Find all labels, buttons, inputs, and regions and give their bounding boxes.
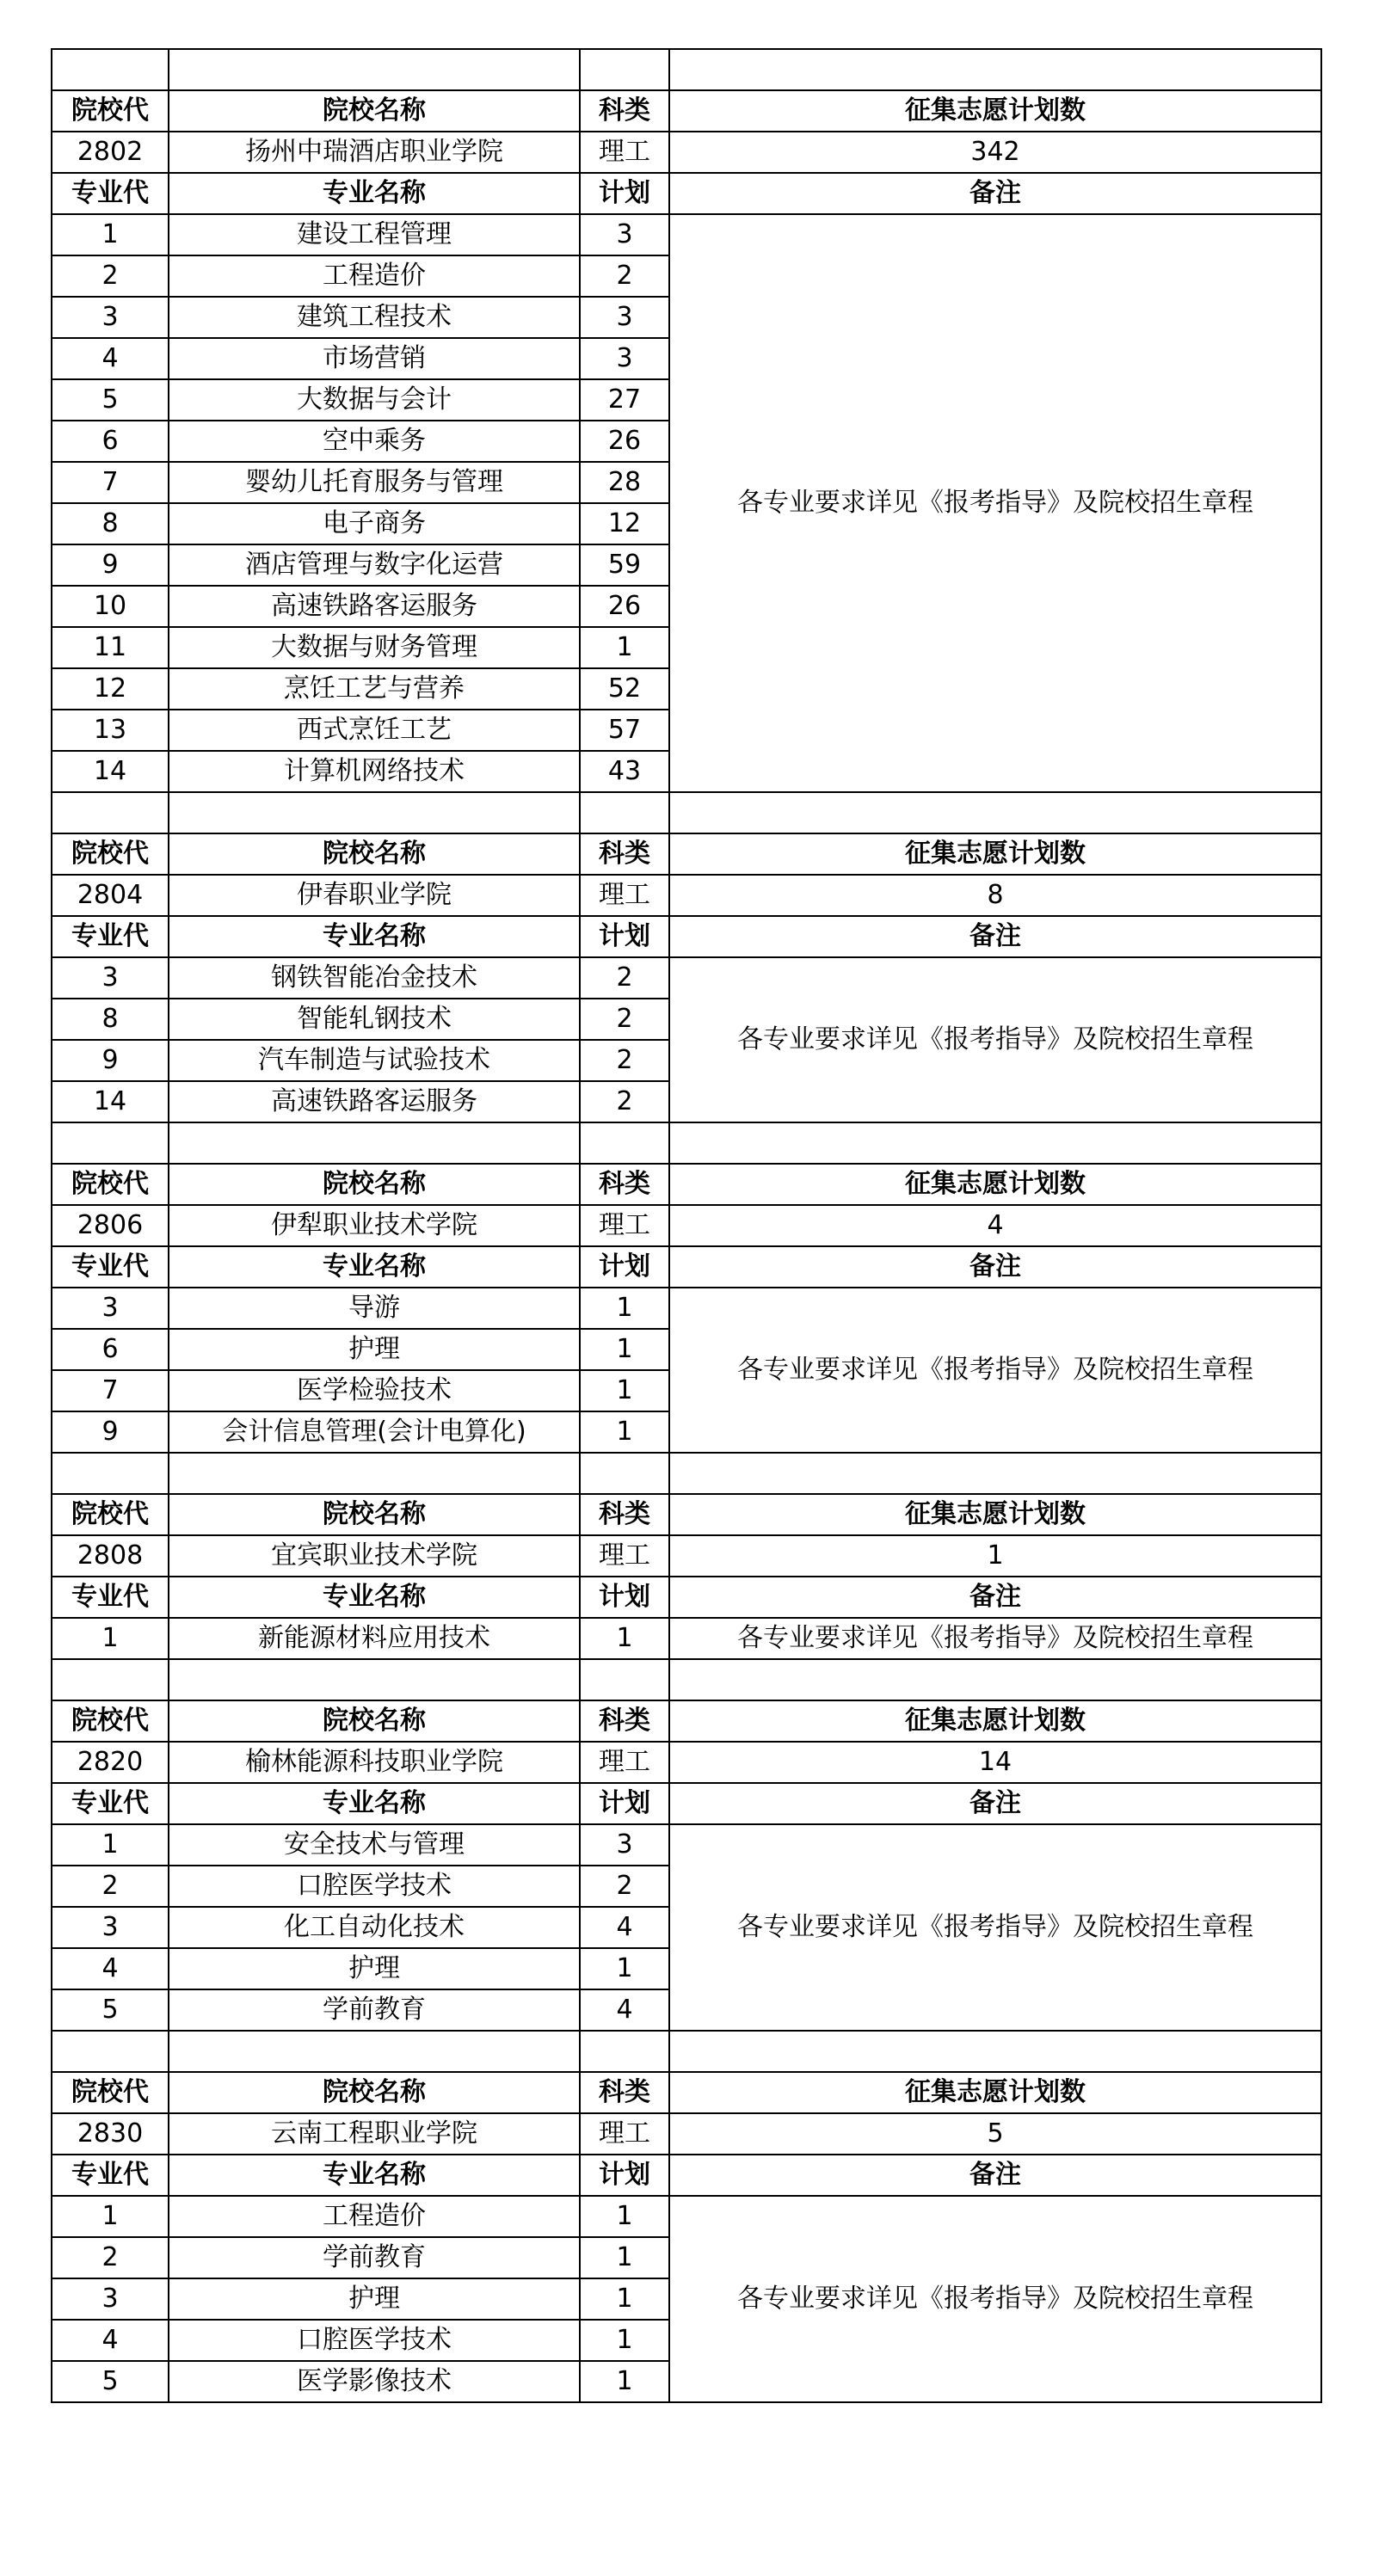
- major-code: 8: [52, 503, 169, 544]
- school-code: 2802: [52, 132, 169, 173]
- major-code: 2: [52, 255, 169, 297]
- school-category: 理工: [580, 1742, 669, 1783]
- major-name: 护理: [169, 1948, 580, 1989]
- major-plan: 1: [580, 2361, 669, 2402]
- major-name: 护理: [169, 1329, 580, 1370]
- major-name: 医学影像技术: [169, 2361, 580, 2402]
- major-name: 工程造价: [169, 255, 580, 297]
- major-name: 口腔医学技术: [169, 1866, 580, 1907]
- school-row: [52, 1742, 1321, 1783]
- major-plan: 3: [580, 338, 669, 379]
- remark-cell: 各专业要求详见《报考指导》及院校招生章程: [669, 1288, 1321, 1453]
- empty-cell: [580, 1453, 669, 1494]
- empty-cell: [669, 1122, 1321, 1164]
- major-code: 11: [52, 627, 169, 668]
- school-name: 宜宾职业技术学院: [169, 1535, 580, 1577]
- major-code: 1: [52, 2196, 169, 2237]
- major-plan: 59: [580, 544, 669, 586]
- major-code: 5: [52, 379, 169, 421]
- school-category: 理工: [580, 1535, 669, 1577]
- school-category: 理工: [580, 2113, 669, 2155]
- empty-cell: [169, 1122, 580, 1164]
- empty-cell: [52, 1453, 169, 1494]
- major-code: 14: [52, 751, 169, 792]
- major-name: 化工自动化技术: [169, 1907, 580, 1948]
- major-code: 10: [52, 586, 169, 627]
- major-plan: 3: [580, 297, 669, 338]
- enrollment-plan-table: [51, 48, 1322, 2403]
- major-name: 口腔医学技术: [169, 2320, 580, 2361]
- school-header-row: [52, 1164, 1321, 1205]
- major-plan: 43: [580, 751, 669, 792]
- major-code: 5: [52, 1989, 169, 2031]
- major-code: 4: [52, 2320, 169, 2361]
- school-code: 2820: [52, 1742, 169, 1783]
- empty-cell: [52, 792, 169, 833]
- remark-header: 备注: [669, 1577, 1321, 1618]
- school-row: [52, 132, 1321, 173]
- remark-header: 备注: [669, 1246, 1321, 1288]
- remark-cell: 各专业要求详见《报考指导》及院校招生章程: [669, 957, 1321, 1122]
- empty-cell: [669, 1453, 1321, 1494]
- major-name-header: 专业名称: [169, 916, 580, 957]
- category-header: 科类: [580, 833, 669, 875]
- major-code-header: 专业代: [52, 1783, 169, 1824]
- category-header: 科类: [580, 1494, 669, 1535]
- major-plan: 12: [580, 503, 669, 544]
- school-header-row: [52, 833, 1321, 875]
- category-header: 科类: [580, 90, 669, 132]
- major-code: 6: [52, 421, 169, 462]
- major-code: 9: [52, 1040, 169, 1081]
- school-plan-total: 14: [669, 1742, 1321, 1783]
- major-row: [52, 957, 1321, 999]
- major-name-header: 专业名称: [169, 2155, 580, 2196]
- major-plan: 1: [580, 2320, 669, 2361]
- major-name: 新能源材料应用技术: [169, 1618, 580, 1659]
- major-name: 学前教育: [169, 1989, 580, 2031]
- major-name: 医学检验技术: [169, 1370, 580, 1411]
- major-code: 2: [52, 1866, 169, 1907]
- major-code: 4: [52, 338, 169, 379]
- remark-header: 备注: [669, 2155, 1321, 2196]
- major-plan: 3: [580, 1824, 669, 1866]
- school-row: [52, 2113, 1321, 2155]
- major-name-header: 专业名称: [169, 1783, 580, 1824]
- major-name: 安全技术与管理: [169, 1824, 580, 1866]
- major-name: 大数据与财务管理: [169, 627, 580, 668]
- major-name: 高速铁路客运服务: [169, 586, 580, 627]
- spacer-row: [52, 49, 1321, 90]
- school-code: 2830: [52, 2113, 169, 2155]
- empty-cell: [52, 49, 169, 90]
- major-name-header: 专业名称: [169, 1577, 580, 1618]
- empty-cell: [52, 2031, 169, 2072]
- remark-cell: 各专业要求详见《报考指导》及院校招生章程: [669, 1824, 1321, 2031]
- major-code: 3: [52, 297, 169, 338]
- major-name: 电子商务: [169, 503, 580, 544]
- school-code-header: 院校代: [52, 1494, 169, 1535]
- spacer-row: [52, 1659, 1321, 1700]
- major-plan: 2: [580, 1040, 669, 1081]
- major-plan: 4: [580, 1907, 669, 1948]
- empty-cell: [669, 792, 1321, 833]
- school-header-row: [52, 2072, 1321, 2113]
- major-code-header: 专业代: [52, 173, 169, 214]
- major-code: 3: [52, 1288, 169, 1329]
- major-name-header: 专业名称: [169, 173, 580, 214]
- remark-header: 备注: [669, 173, 1321, 214]
- major-plan: 1: [580, 1411, 669, 1453]
- major-header-row: [52, 1577, 1321, 1618]
- empty-cell: [580, 49, 669, 90]
- major-row: [52, 1288, 1321, 1329]
- school-name-header: 院校名称: [169, 1164, 580, 1205]
- major-code: 1: [52, 214, 169, 255]
- major-code: 14: [52, 1081, 169, 1122]
- empty-cell: [52, 1659, 169, 1700]
- school-code: 2804: [52, 875, 169, 916]
- major-name: 会计信息管理(会计电算化): [169, 1411, 580, 1453]
- major-plan: 26: [580, 421, 669, 462]
- major-header-row: [52, 916, 1321, 957]
- school-name: 榆林能源科技职业学院: [169, 1742, 580, 1783]
- category-header: 科类: [580, 1700, 669, 1742]
- major-header-row: [52, 173, 1321, 214]
- major-name: 建筑工程技术: [169, 297, 580, 338]
- major-plan: 1: [580, 1948, 669, 1989]
- empty-cell: [169, 792, 580, 833]
- major-name: 市场营销: [169, 338, 580, 379]
- empty-cell: [580, 792, 669, 833]
- major-code: 1: [52, 1824, 169, 1866]
- major-plan: 4: [580, 1989, 669, 2031]
- plan-total-header: 征集志愿计划数: [669, 1494, 1321, 1535]
- major-row: [52, 1824, 1321, 1866]
- major-plan: 1: [580, 2237, 669, 2278]
- major-name: 烹饪工艺与营养: [169, 668, 580, 710]
- major-code: 4: [52, 1948, 169, 1989]
- category-header: 科类: [580, 2072, 669, 2113]
- spacer-row: [52, 1122, 1321, 1164]
- major-code-header: 专业代: [52, 916, 169, 957]
- spacer-row: [52, 2031, 1321, 2072]
- school-plan-total: 4: [669, 1205, 1321, 1246]
- major-plan: 57: [580, 710, 669, 751]
- empty-cell: [669, 49, 1321, 90]
- major-plan: 2: [580, 957, 669, 999]
- plan-header: 计划: [580, 2155, 669, 2196]
- major-name: 护理: [169, 2278, 580, 2320]
- major-header-row: [52, 1246, 1321, 1288]
- major-code: 9: [52, 544, 169, 586]
- plan-total-header: 征集志愿计划数: [669, 1700, 1321, 1742]
- major-code: 7: [52, 1370, 169, 1411]
- major-code: 2: [52, 2237, 169, 2278]
- major-name-header: 专业名称: [169, 1246, 580, 1288]
- major-header-row: [52, 2155, 1321, 2196]
- major-name: 建设工程管理: [169, 214, 580, 255]
- empty-cell: [669, 1659, 1321, 1700]
- empty-cell: [669, 2031, 1321, 2072]
- empty-cell: [169, 2031, 580, 2072]
- spacer-row: [52, 1453, 1321, 1494]
- major-name: 大数据与会计: [169, 379, 580, 421]
- major-plan: 1: [580, 1370, 669, 1411]
- major-plan: 27: [580, 379, 669, 421]
- school-category: 理工: [580, 875, 669, 916]
- major-code-header: 专业代: [52, 1246, 169, 1288]
- school-code: 2806: [52, 1205, 169, 1246]
- plan-header: 计划: [580, 1246, 669, 1288]
- plan-header: 计划: [580, 1783, 669, 1824]
- major-code-header: 专业代: [52, 2155, 169, 2196]
- school-name-header: 院校名称: [169, 833, 580, 875]
- major-row: [52, 214, 1321, 255]
- major-plan: 1: [580, 627, 669, 668]
- major-code: 3: [52, 957, 169, 999]
- major-plan: 1: [580, 1288, 669, 1329]
- major-name: 智能轧钢技术: [169, 999, 580, 1040]
- empty-cell: [580, 1659, 669, 1700]
- school-category: 理工: [580, 132, 669, 173]
- school-header-row: [52, 1700, 1321, 1742]
- major-name: 高速铁路客运服务: [169, 1081, 580, 1122]
- school-row: [52, 1535, 1321, 1577]
- major-code: 12: [52, 668, 169, 710]
- major-code: 13: [52, 710, 169, 751]
- major-plan: 1: [580, 2196, 669, 2237]
- school-name-header: 院校名称: [169, 90, 580, 132]
- major-row: [52, 2196, 1321, 2237]
- empty-cell: [169, 1659, 580, 1700]
- major-name: 学前教育: [169, 2237, 580, 2278]
- school-name: 扬州中瑞酒店职业学院: [169, 132, 580, 173]
- category-header: 科类: [580, 1164, 669, 1205]
- plan-header: 计划: [580, 173, 669, 214]
- school-category: 理工: [580, 1205, 669, 1246]
- major-plan: 52: [580, 668, 669, 710]
- plan-header: 计划: [580, 1577, 669, 1618]
- plan-total-header: 征集志愿计划数: [669, 833, 1321, 875]
- school-name: 云南工程职业学院: [169, 2113, 580, 2155]
- plan-total-header: 征集志愿计划数: [669, 90, 1321, 132]
- plan-total-header: 征集志愿计划数: [669, 2072, 1321, 2113]
- school-row: [52, 1205, 1321, 1246]
- school-name-header: 院校名称: [169, 2072, 580, 2113]
- major-name: 导游: [169, 1288, 580, 1329]
- school-plan-total: 8: [669, 875, 1321, 916]
- major-plan: 1: [580, 1618, 669, 1659]
- school-row: [52, 875, 1321, 916]
- school-code-header: 院校代: [52, 833, 169, 875]
- major-code-header: 专业代: [52, 1577, 169, 1618]
- school-plan-total: 1: [669, 1535, 1321, 1577]
- school-code-header: 院校代: [52, 1164, 169, 1205]
- major-plan: 28: [580, 462, 669, 503]
- major-code: 3: [52, 1907, 169, 1948]
- major-plan: 3: [580, 214, 669, 255]
- major-code: 1: [52, 1618, 169, 1659]
- school-name-header: 院校名称: [169, 1700, 580, 1742]
- major-header-row: [52, 1783, 1321, 1824]
- major-plan: 1: [580, 2278, 669, 2320]
- major-plan: 2: [580, 1081, 669, 1122]
- major-code: 8: [52, 999, 169, 1040]
- major-code: 6: [52, 1329, 169, 1370]
- major-code: 7: [52, 462, 169, 503]
- plan-header: 计划: [580, 916, 669, 957]
- major-plan: 2: [580, 255, 669, 297]
- spacer-row: [52, 792, 1321, 833]
- plan-total-header: 征集志愿计划数: [669, 1164, 1321, 1205]
- school-name: 伊犁职业技术学院: [169, 1205, 580, 1246]
- major-row: [52, 1618, 1321, 1659]
- major-code: 3: [52, 2278, 169, 2320]
- major-plan: 2: [580, 1866, 669, 1907]
- remark-header: 备注: [669, 916, 1321, 957]
- empty-cell: [580, 2031, 669, 2072]
- school-plan-total: 5: [669, 2113, 1321, 2155]
- major-name: 计算机网络技术: [169, 751, 580, 792]
- school-name-header: 院校名称: [169, 1494, 580, 1535]
- school-name: 伊春职业学院: [169, 875, 580, 916]
- major-name: 汽车制造与试验技术: [169, 1040, 580, 1081]
- remark-cell: 各专业要求详见《报考指导》及院校招生章程: [669, 214, 1321, 792]
- major-name: 酒店管理与数字化运营: [169, 544, 580, 586]
- major-code: 5: [52, 2361, 169, 2402]
- remark-header: 备注: [669, 1783, 1321, 1824]
- school-header-row: [52, 1494, 1321, 1535]
- empty-cell: [169, 1453, 580, 1494]
- major-name: 婴幼儿托育服务与管理: [169, 462, 580, 503]
- empty-cell: [169, 49, 580, 90]
- major-plan: 26: [580, 586, 669, 627]
- major-name: 工程造价: [169, 2196, 580, 2237]
- school-plan-total: 342: [669, 132, 1321, 173]
- major-plan: 2: [580, 999, 669, 1040]
- empty-cell: [580, 1122, 669, 1164]
- school-code-header: 院校代: [52, 2072, 169, 2113]
- major-name: 空中乘务: [169, 421, 580, 462]
- remark-cell: 各专业要求详见《报考指导》及院校招生章程: [669, 2196, 1321, 2402]
- remark-cell: 各专业要求详见《报考指导》及院校招生章程: [669, 1618, 1321, 1659]
- major-plan: 1: [580, 1329, 669, 1370]
- school-header-row: [52, 90, 1321, 132]
- school-code-header: 院校代: [52, 90, 169, 132]
- major-code: 9: [52, 1411, 169, 1453]
- major-name: 钢铁智能冶金技术: [169, 957, 580, 999]
- major-name: 西式烹饪工艺: [169, 710, 580, 751]
- empty-cell: [52, 1122, 169, 1164]
- school-code-header: 院校代: [52, 1700, 169, 1742]
- school-code: 2808: [52, 1535, 169, 1577]
